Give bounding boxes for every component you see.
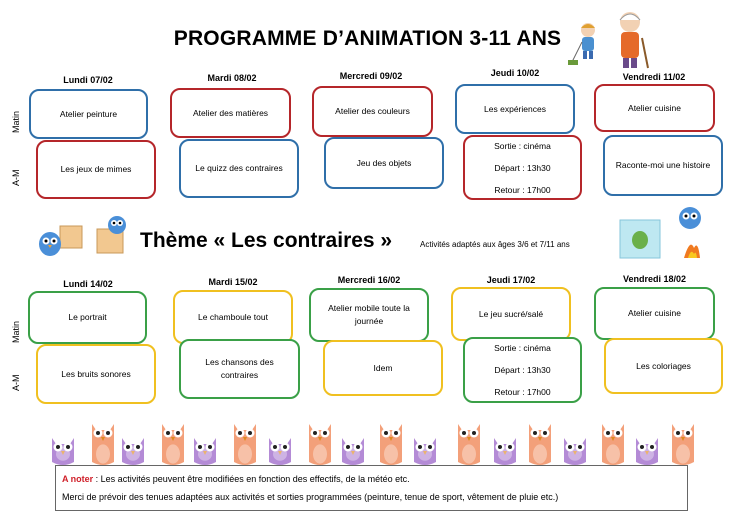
orange-owl-icon [305,418,335,466]
day-header: Vendredi 18/02 [622,274,687,284]
activity-afternoon: Idem [323,340,443,396]
orange-owl-icon [668,418,698,466]
note-line-2: Merci de prévoir des tenues adaptées aux activités et sorties programmées (peinture, tenue de sport, vêtement de pluie etc.) [62,492,559,502]
day-header: Mardi 08/02 [207,73,257,83]
activity-morning: Atelier peinture [29,89,148,139]
page-title: PROGRAMME D’ANIMATION 3-11 ANS [173,27,562,50]
activity-afternoon-outing: Sortie : cinéma Départ : 13h30 Retour : 17h00 [463,337,582,403]
purple-owl-icon [48,432,78,466]
orange-owl-icon [454,418,484,466]
activity-afternoon: Le quizz des contraires [179,139,299,198]
activity-morning: Le portrait [28,291,147,344]
activity-morning: Atelier cuisine [594,287,715,340]
purple-owl-icon [632,432,662,466]
day-header: Lundi 07/02 [63,75,113,85]
activity-morning: Atelier des matières [170,88,291,138]
activity-morning: Les expériences [455,84,575,134]
row-label-afternoon-1: A-M [11,169,21,186]
purple-owl-icon [118,432,148,466]
activity-morning: Le jeu sucré/salé [451,287,571,341]
purple-owl-icon [410,432,440,466]
row-label-afternoon-2: A-M [11,374,21,391]
day-header: Mardi 15/02 [208,277,258,287]
purple-owl-icon [490,432,520,466]
cube-owl-icon [95,215,131,255]
day-header: Lundi 14/02 [63,279,113,289]
activity-afternoon: Les jeux de mimes [36,140,156,199]
day-header: Mercredi 16/02 [337,275,401,285]
owl-cube-icon [36,216,84,258]
activity-afternoon: Les coloriages [604,338,723,394]
activity-morning: Atelier mobile toute la journée [309,288,429,342]
day-header: Mercredi 09/02 [339,71,403,81]
purple-owl-icon [560,432,590,466]
activity-morning: Atelier cuisine [594,84,715,132]
owl-decoration-row [0,418,735,468]
theme-subtitle: Activités adaptés aux âges 3/6 et 7/11 ans [420,240,570,249]
note-line-1: : Les activités peuvent être modifiées en fonction des effectifs, de la météo etc. [93,474,410,484]
activity-morning: Le chamboule tout [173,290,293,344]
day-header: Vendredi 11/02 [622,72,686,82]
orange-owl-icon [525,418,555,466]
activity-afternoon: Raconte-moi une histoire [603,135,723,196]
day-header: Jeudi 10/02 [490,68,540,78]
note-label: A noter [62,474,94,484]
activity-morning: Atelier des couleurs [312,86,433,137]
ice-fire-owl-icon [618,204,708,260]
activity-afternoon: Les chansons des contraires [179,339,300,399]
theme-title: Thème « Les contraires » [140,229,393,252]
purple-owl-icon [338,432,368,466]
activity-afternoon: Jeu des objets [324,137,444,189]
orange-owl-icon [376,418,406,466]
note-box [55,465,688,511]
row-label-morning-1: Matin [11,110,21,133]
grandfather-child-illustration [568,8,656,70]
orange-owl-icon [88,418,118,466]
purple-owl-icon [190,432,220,466]
row-label-morning-2: Matin [11,320,21,343]
orange-owl-icon [158,418,188,466]
orange-owl-icon [598,418,628,466]
activity-afternoon: Les bruits sonores [36,344,156,404]
orange-owl-icon [230,418,260,466]
activity-afternoon-outing: Sortie : cinéma Départ : 13h30 Retour : 17h00 [463,135,582,200]
purple-owl-icon [265,432,295,466]
day-header: Jeudi 17/02 [486,275,536,285]
